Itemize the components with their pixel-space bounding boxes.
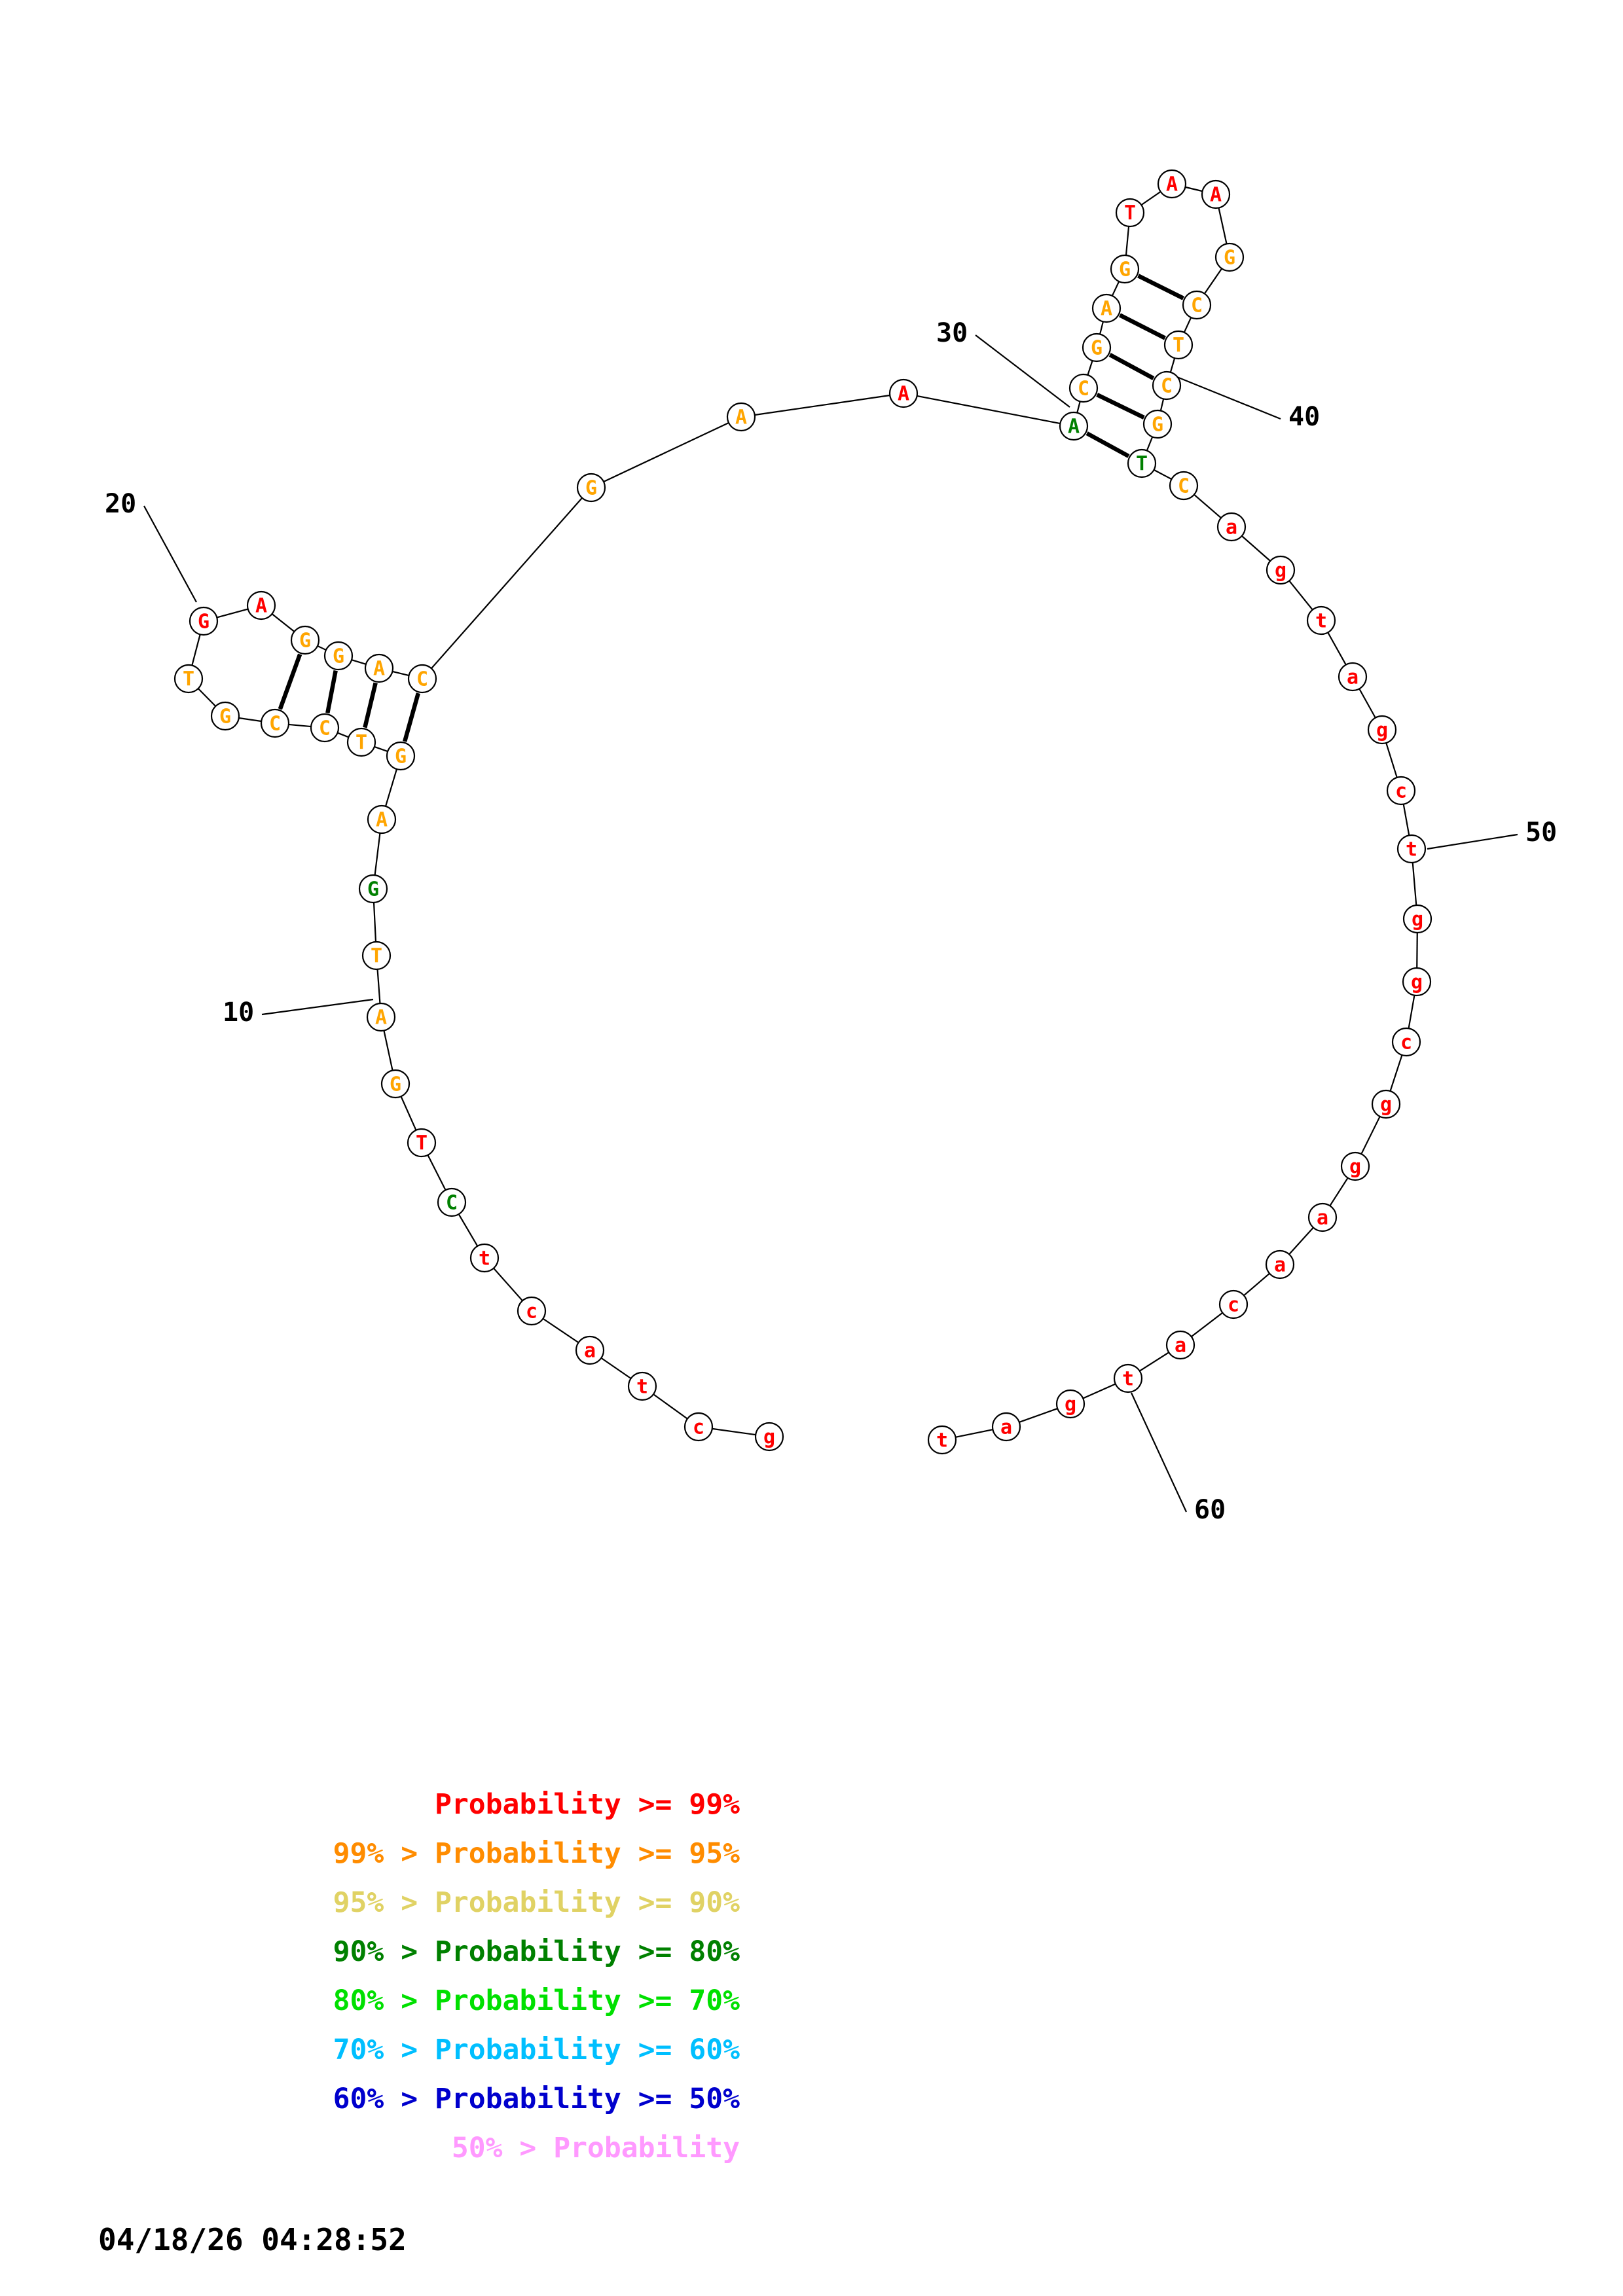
nucleotide	[1368, 716, 1396, 744]
backbone-link	[1185, 187, 1202, 191]
backbone-link	[1140, 1352, 1169, 1371]
nucleotide-letter: A	[1100, 297, 1113, 321]
backbone-link	[1328, 632, 1346, 664]
backbone-link	[604, 423, 729, 482]
backbone-link	[384, 1031, 392, 1071]
nucleotide-letter: G	[367, 878, 380, 901]
nucleotide	[890, 380, 917, 407]
legend-upper-bound: 70% >	[333, 2034, 435, 2066]
legend-upper-bound: 99% >	[333, 1837, 435, 1870]
nucleotide-letter: C	[1077, 377, 1090, 401]
nucleotide	[1202, 181, 1230, 208]
backbone-link	[431, 498, 582, 669]
legend-text: Probability >= 70%	[435, 1984, 740, 2017]
nucleotide	[1153, 372, 1180, 399]
index-label-group	[105, 318, 1557, 1525]
legend-text: Probability	[553, 2132, 740, 2164]
nucleotide-group	[175, 170, 1431, 1454]
backbone-link	[217, 609, 247, 618]
nucleotide	[576, 1336, 604, 1364]
backbone-link	[917, 396, 1061, 423]
nucleotide	[1309, 1204, 1336, 1231]
nucleotide	[1218, 513, 1245, 541]
backbone-link	[352, 660, 366, 664]
nucleotide-letter: g	[1064, 1393, 1077, 1416]
backbone-link	[459, 1214, 478, 1246]
nucleotide	[685, 1413, 712, 1441]
nucleotide	[247, 592, 275, 619]
nucleotide-letter: T	[370, 944, 383, 968]
base-pair-bond	[1120, 315, 1165, 338]
nucleotide-letter: G	[1151, 413, 1164, 437]
backbone-link	[1386, 743, 1396, 778]
nucleotide-letter: G	[332, 645, 345, 668]
index-label: 60	[1194, 1495, 1226, 1525]
legend-row	[0, 2075, 818, 2124]
nucleotide-letter: g	[1349, 1155, 1362, 1179]
backbone-link	[1404, 804, 1410, 836]
nucleotide	[756, 1423, 783, 1450]
base-pair-bond	[327, 671, 335, 713]
backbone-link	[239, 718, 261, 721]
backbone-link	[1147, 437, 1152, 450]
legend-text: Probability >= 80%	[435, 1935, 740, 1968]
nucleotide-letter: T	[1123, 202, 1137, 225]
nucleotide-letter: T	[415, 1132, 428, 1155]
nucleotide-letter: T	[355, 731, 368, 755]
legend-row	[0, 1977, 818, 2026]
nucleotide-letter: a	[583, 1339, 596, 1363]
base-pair-bond	[280, 655, 300, 709]
backbone-link	[1100, 321, 1103, 334]
backbone-link	[755, 395, 890, 415]
nucleotide-letter: C	[416, 668, 429, 691]
base-pair-bond	[1139, 276, 1184, 298]
timestamp-label: 04/18/26 04:28:52	[98, 2222, 407, 2257]
nucleotide-letter: A	[374, 1006, 388, 1030]
nucleotide	[311, 714, 338, 742]
nucleotide	[1083, 334, 1110, 361]
nucleotide-letter: C	[1190, 294, 1203, 317]
nucleotide	[1128, 450, 1156, 477]
backbone-link	[1141, 192, 1160, 205]
backbone-link	[1409, 996, 1415, 1029]
nucleotide	[1057, 1390, 1084, 1418]
legend-upper-bound: 95% >	[333, 1886, 435, 1919]
legend-text: Probability >= 95%	[435, 1837, 740, 1870]
nucleotide	[1387, 777, 1415, 804]
nucleotide-letter: t	[1315, 609, 1328, 633]
nucleotide	[211, 702, 239, 730]
nucleotide-letter: c	[1227, 1293, 1240, 1317]
nucleotide-letter: g	[1379, 1093, 1393, 1117]
nucleotide	[1393, 1028, 1420, 1056]
nucleotide	[1339, 663, 1366, 691]
legend-text: Probability >= 99%	[435, 1788, 740, 1821]
nucleotide-letter: g	[763, 1426, 776, 1449]
nucleotide-letter: A	[1067, 415, 1080, 439]
nucleotide	[727, 403, 755, 431]
backbone-link	[1289, 581, 1313, 609]
nucleotide	[1267, 556, 1294, 584]
backbone-link	[401, 1096, 416, 1130]
nucleotide-letter: a	[1174, 1334, 1187, 1357]
nucleotide	[1060, 412, 1087, 440]
index-label: 20	[105, 489, 137, 519]
nucleotide-letter: g	[1411, 908, 1424, 931]
backbone-link	[1087, 361, 1092, 375]
nucleotide-letter: G	[1090, 336, 1103, 360]
nucleotide-letter: G	[219, 705, 232, 728]
nucleotide-letter: t	[936, 1429, 949, 1452]
backbone-link	[1330, 1178, 1347, 1206]
nucleotide-letter: t	[1122, 1367, 1135, 1391]
backbone-link	[192, 634, 200, 665]
nucleotide-letter: G	[585, 476, 598, 500]
nucleotide-letter: t	[478, 1247, 491, 1270]
nucleotide-letter: T	[1135, 452, 1148, 476]
nucleotide	[1372, 1090, 1400, 1118]
nucleotide	[1220, 1291, 1247, 1318]
nucleotide-letter: G	[1118, 258, 1131, 281]
nucleotide	[409, 665, 436, 692]
nucleotide-letter: a	[1000, 1416, 1013, 1439]
base-pair-bond	[365, 683, 375, 727]
index-leader-line	[1131, 1393, 1186, 1512]
backbone-link	[1242, 536, 1270, 561]
nucleotide	[1070, 374, 1097, 402]
legend-text: Probability >= 90%	[435, 1886, 740, 1919]
nucleotide-letter: T	[182, 668, 195, 691]
backbone-link	[1019, 1408, 1057, 1422]
backbone-link	[428, 1155, 445, 1191]
legend-row	[0, 2124, 818, 2173]
index-leader-line	[262, 999, 373, 1014]
backbone-link	[1112, 281, 1119, 296]
nucleotide-letter: a	[1316, 1206, 1329, 1230]
backbone-link	[1126, 226, 1129, 255]
backbone-link	[375, 833, 380, 875]
nucleotide-letter: c	[692, 1416, 705, 1439]
backbone-link	[543, 1319, 578, 1343]
backbone-link	[1361, 1117, 1379, 1154]
index-leader-line	[144, 506, 196, 602]
index-leader-line	[1164, 372, 1281, 419]
backbone-link	[386, 769, 397, 806]
legend-text: Probability >= 50%	[435, 2083, 740, 2115]
index-label: 50	[1525, 817, 1558, 848]
backbone-link	[392, 672, 409, 675]
nucleotide	[382, 1070, 409, 1098]
nucleotide	[629, 1372, 656, 1400]
nucleotide	[518, 1297, 545, 1325]
nucleotide-letter: t	[636, 1375, 649, 1399]
legend-upper-bound: 50% >	[451, 2132, 554, 2164]
nucleotide	[1404, 905, 1431, 933]
nucleotide	[1111, 255, 1139, 283]
backbone-link	[1077, 401, 1080, 412]
backbone-link	[378, 969, 380, 1003]
nucleotide-letter: C	[1160, 374, 1173, 398]
nucleotide-letter: g	[1410, 971, 1423, 994]
nucleotide	[387, 742, 414, 770]
backbone-link	[1218, 208, 1226, 244]
legend-row	[0, 1928, 818, 1977]
legend-row	[0, 1780, 818, 1829]
backbone-link	[1192, 1313, 1223, 1336]
nucleotide-letter: g	[1376, 719, 1389, 742]
backbone-link	[1154, 470, 1172, 479]
nucleotide-letter: c	[1395, 780, 1408, 803]
backbone-link	[1171, 358, 1175, 372]
legend-row	[0, 2026, 818, 2075]
backbone-link	[289, 725, 311, 726]
nucleotide-letter: A	[375, 808, 388, 832]
backbone-link	[1391, 1055, 1402, 1091]
index-label: 30	[936, 318, 968, 348]
nucleotide	[348, 728, 375, 756]
nucleotide	[993, 1413, 1020, 1441]
backbone-link	[1083, 1384, 1116, 1399]
nucleotide-letter: t	[1405, 838, 1418, 861]
nucleotide-letter: A	[1165, 173, 1178, 196]
backbone-link	[494, 1268, 522, 1301]
nucleotide-letter: G	[299, 629, 312, 653]
nucleotide	[368, 806, 395, 833]
legend-row	[0, 1829, 818, 1878]
backbone-link	[712, 1429, 756, 1435]
backbone-link	[653, 1394, 687, 1418]
nucleotide	[325, 642, 352, 670]
backbone-link	[374, 903, 376, 942]
nucleotide-letter: G	[389, 1073, 402, 1096]
legend-upper-bound: 60% >	[333, 2083, 435, 2115]
nucleotide-letter: C	[1177, 475, 1190, 498]
nucleotide	[175, 665, 202, 692]
nucleotide	[1403, 968, 1431, 996]
nucleotide-letter: A	[1209, 183, 1222, 207]
nucleotide	[1398, 835, 1425, 863]
backbone-link	[1161, 399, 1163, 410]
index-label: 40	[1288, 402, 1321, 432]
nucleotide-letter: T	[1172, 334, 1185, 357]
nucleotide	[1114, 1365, 1142, 1392]
backbone-link	[1194, 495, 1221, 518]
nucleotide-letter: G	[1223, 246, 1236, 270]
nucleotide	[363, 942, 390, 969]
nucleotide-letter: g	[1274, 559, 1287, 583]
nucleotide	[291, 626, 319, 654]
backbone-link	[338, 733, 349, 738]
backbone-link	[1359, 689, 1376, 717]
nucleotide	[190, 607, 217, 635]
nucleotide-letter: a	[1225, 516, 1238, 539]
nucleotide-letter: A	[735, 406, 748, 429]
base-pair-bond	[1110, 355, 1154, 378]
nucleotide-letter: G	[197, 610, 210, 634]
index-leader-line	[1427, 834, 1518, 849]
nucleotide	[1307, 607, 1335, 634]
nucleotide-letter: C	[318, 717, 331, 740]
backbone-link	[198, 689, 216, 706]
nucleotide	[261, 709, 289, 737]
nucleotide	[471, 1244, 498, 1272]
nucleotide	[438, 1189, 465, 1216]
nucleotide-letter: C	[445, 1191, 458, 1215]
nucleotide-letter: a	[1273, 1253, 1286, 1277]
backbone-link	[318, 646, 326, 650]
legend-row	[0, 1878, 818, 1928]
nucleotide	[577, 474, 605, 501]
nucleotide-letter: G	[394, 745, 407, 768]
backbone-link	[956, 1429, 993, 1437]
backbone-link	[1289, 1228, 1313, 1255]
backbone-link	[374, 747, 388, 751]
nucleotide	[359, 875, 387, 903]
nucleotide	[1116, 199, 1144, 226]
nucleotide	[367, 1003, 395, 1031]
nucleotide	[1183, 291, 1211, 319]
index-leader-line	[976, 335, 1070, 407]
legend-upper-bound: 90% >	[333, 1935, 435, 1968]
nucleotide	[1165, 331, 1192, 359]
legend-upper-bound: 80% >	[333, 1984, 435, 2017]
nucleotide	[1266, 1251, 1294, 1278]
nucleotide	[408, 1129, 435, 1157]
backbone-link	[1205, 268, 1222, 293]
base-pair-bond	[405, 693, 418, 742]
backbone-link	[601, 1358, 630, 1378]
backbone-link	[1244, 1274, 1269, 1296]
backbone-link	[1413, 863, 1416, 905]
nucleotide	[1158, 170, 1186, 198]
nucleotide-letter: A	[255, 594, 268, 618]
nucleotide-letter: A	[897, 382, 910, 406]
nucleotide	[1216, 243, 1243, 271]
nucleotide	[1093, 295, 1120, 322]
legend-text: Probability >= 60%	[435, 2034, 740, 2066]
nucleotide-letter: a	[1346, 666, 1359, 689]
nucleotide	[928, 1426, 956, 1454]
nucleotide-letter: c	[525, 1300, 538, 1323]
probability-legend	[0, 1780, 818, 2173]
nucleotide	[1144, 410, 1171, 438]
index-label: 10	[223, 997, 255, 1028]
nucleotide	[1341, 1153, 1369, 1180]
base-pair-bond	[1097, 395, 1144, 418]
nucleotide-letter: c	[1400, 1031, 1413, 1054]
backbone-link	[272, 614, 294, 632]
backbone-link	[1184, 317, 1191, 332]
nucleotide	[365, 655, 393, 682]
nucleotide-letter: A	[373, 657, 386, 681]
nucleotide	[1167, 1331, 1194, 1359]
nucleotide-letter: C	[268, 712, 282, 736]
base-pair-bond	[1087, 433, 1129, 456]
nucleotide	[1170, 472, 1197, 499]
